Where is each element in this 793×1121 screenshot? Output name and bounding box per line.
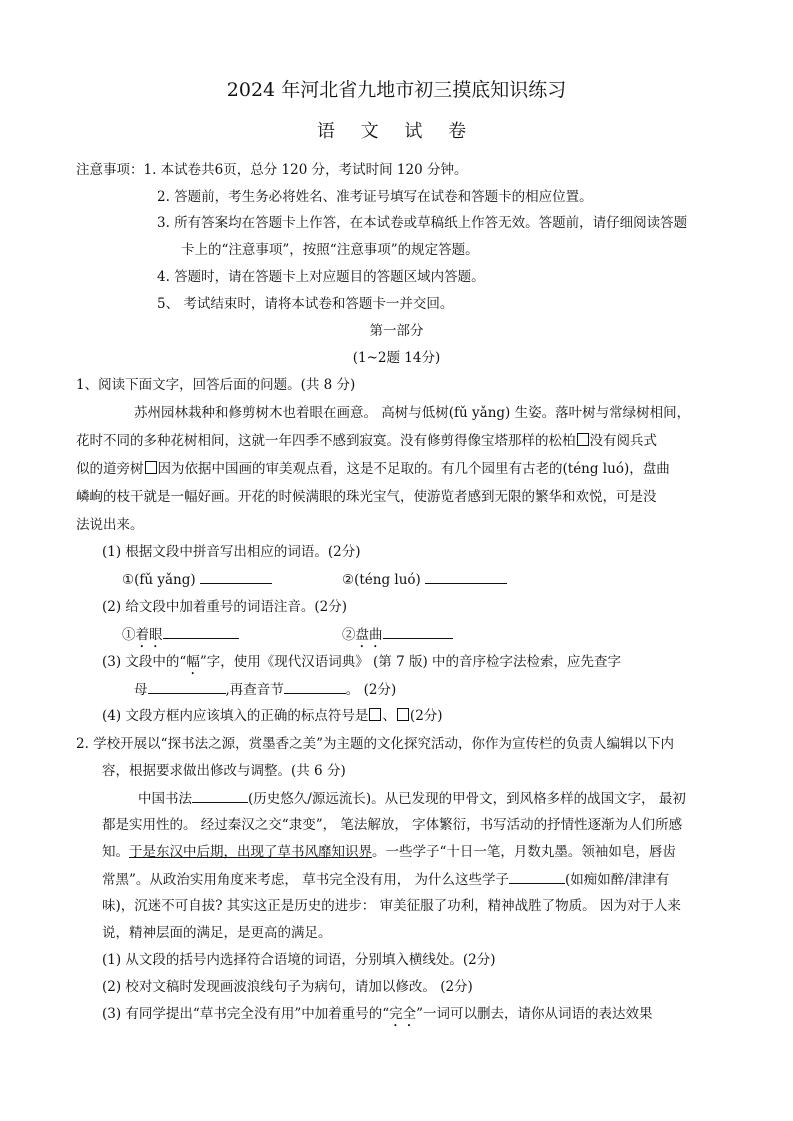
exam-title: 2024 年河北省九地市初三摸底知识练习 [226,79,567,101]
part-range: (1~2题 14分) [352,350,441,366]
answer-blank[interactable] [163,624,239,639]
part-name: 第一部分 [369,323,424,339]
q2-passage-line-2: 都是实用性的。 经过秦汉之交“隶变”， 笔法解放， 字体繁衍，书写活动的抒情性逐渐为人们所感 [102,817,683,833]
q2-sub-3: (3) 有同学提出“草书完全没有用”中加着重号的“完全”一词可以删去，请你从词语的表达效果 [102,1006,653,1022]
answer-blank[interactable] [200,569,272,584]
q1-passage-line-1: 苏州园林栽种和修剪树木也着眼在画意。 高树与低树(fǔ yǎng) 生姿。落叶树与常绿树相间， [134,405,691,421]
q2-sub-2: (2) 校对文稿时发现画波浪线句子为病句，请加以修改。 (2分) [102,979,473,995]
q2-sub-1: (1) 从文段的括号内选择符合语境的词语，分别填入横线处。(2分) [102,952,496,968]
note-item-5: 5、 考试结束时，请将本试卷和答题卡一并交回。 [157,296,454,312]
q1-passage-line-2: 花时不同的多种花树相间，这就一年四季不感到寂寞。没有修剪得像宝塔那样的松柏 没有阅兵式 [76,433,657,449]
q1-sub-1: (1) 根据文段中拼音写出相应的词语。(2分) [102,544,361,560]
emphasized-word: 盘曲 [355,627,383,643]
q2-passage-line-3: 知。于是东汉中后期，出现了草书风靡知识界。一些学子“十日一笔，月数丸墨。领袖如皂，唇齿 [102,844,676,860]
q1-stem: 1、阅读下面文字，回答后面的问题。(共 8 分) [76,377,356,393]
q1-passage-line-3: 似的道旁树 因为依据中国画的审美观点看，这是不足取的。有几个园里有古老的(téng luó)，盘曲 [76,461,670,477]
punctuation-box-ref [397,708,409,721]
q2-stem-1: 2. 学校开展以“探书法之源，赏墨香之美”为主题的文化探究活动，你作为宣传栏的负责人编辑以下内 [76,736,674,752]
q1-passage-line-4: 嶙峋的枝干就是一幅好画。开花的时候满眼的珠光宝气，使游览者感到无限的繁华和欢悦，可是没 [76,489,657,505]
q1-sub-3-cont: 母 ,再查音节 。 (2分) [134,679,396,700]
q2-passage-line-5: 味)，沉迷不可自拔? 其实这正是历史的进步： 审美征服了功利，精神战胜了物质。 因为对于人来 [102,898,681,914]
emphasized-word: 幅 [186,654,200,670]
q2-passage-line-1: 中国书法 (历史悠久/源远流长)。从已发现的甲骨文，到风格多样的战国文字， 最初 [138,788,686,809]
exam-subject: 语 文 试 卷 [316,121,477,142]
q1-sub-3: (3) 文段中的“幅”字，使用《现代汉语词典》 (第 7 版) 中的音序检字法检索，应先查字 [102,654,622,670]
note-item-3: 3. 所有答案均在答题卡上作答，在本试卷或草稿纸上作答无效。答题前，请仔细阅读答题 [157,215,688,231]
answer-blank[interactable] [284,679,346,694]
notes-label: 注意事项： [76,162,144,178]
q1-sub-2: (2) 给文段中加着重号的词语注音。(2分) [102,599,348,615]
note-item-3-cont: 卡上的“注意事项”，按照“注意事项”的规定答题。 [181,242,479,258]
q1-sub-2-b: ②盘曲 [342,624,453,651]
punctuation-box-ref [369,708,381,721]
notes-first-line [76,160,467,180]
answer-blank[interactable] [425,569,507,584]
wavy-underlined-sentence: 于是东汉中后期，出现了草书风靡知识界 [129,844,372,860]
q2-passage-line-4: 常黑”。从政治实用角度来考虑， 草书完全没有用， 为什么这些学子 (如痴如醉/津津有 [102,869,669,890]
q2-stem-2: 容，根据要求做出修改与调整。(共 6 分) [102,763,346,779]
q2-passage-line-6: 说，精神层面的满足，是更高的满足。 [102,925,332,941]
q1-sub-4: (4) 文段方框内应该填入的正确的标点符号是 、 (2分) [102,708,443,724]
punctuation-box-1 [577,433,589,446]
note-item-2: 2. 答题前，考生务必将姓名、准考证号填写在试卷和答题卡的相应位置。 [157,189,593,205]
q1-sub-1-b: ②(téng luó) [342,569,507,590]
answer-blank[interactable] [192,788,248,803]
q1-sub-2-a: ①着眼 [122,624,239,651]
q1-sub-1-a: ①(fǔ yǎng) [122,569,272,590]
note-item-4: 4. 答题时，请在答题卡上对应题目的答题区域内答题。 [157,269,485,285]
emphasized-word: 完全 [389,1006,417,1022]
answer-blank[interactable] [509,869,565,884]
answer-blank[interactable] [383,624,453,639]
q1-passage-line-5: 法说出来。 [76,517,144,533]
answer-blank[interactable] [148,679,226,694]
note-item-1: 1. 本试卷共6页，总分 120 分，考试时间 120 分钟。 [143,162,468,178]
emphasized-word: 着眼 [135,627,163,643]
punctuation-box-2 [145,461,157,474]
